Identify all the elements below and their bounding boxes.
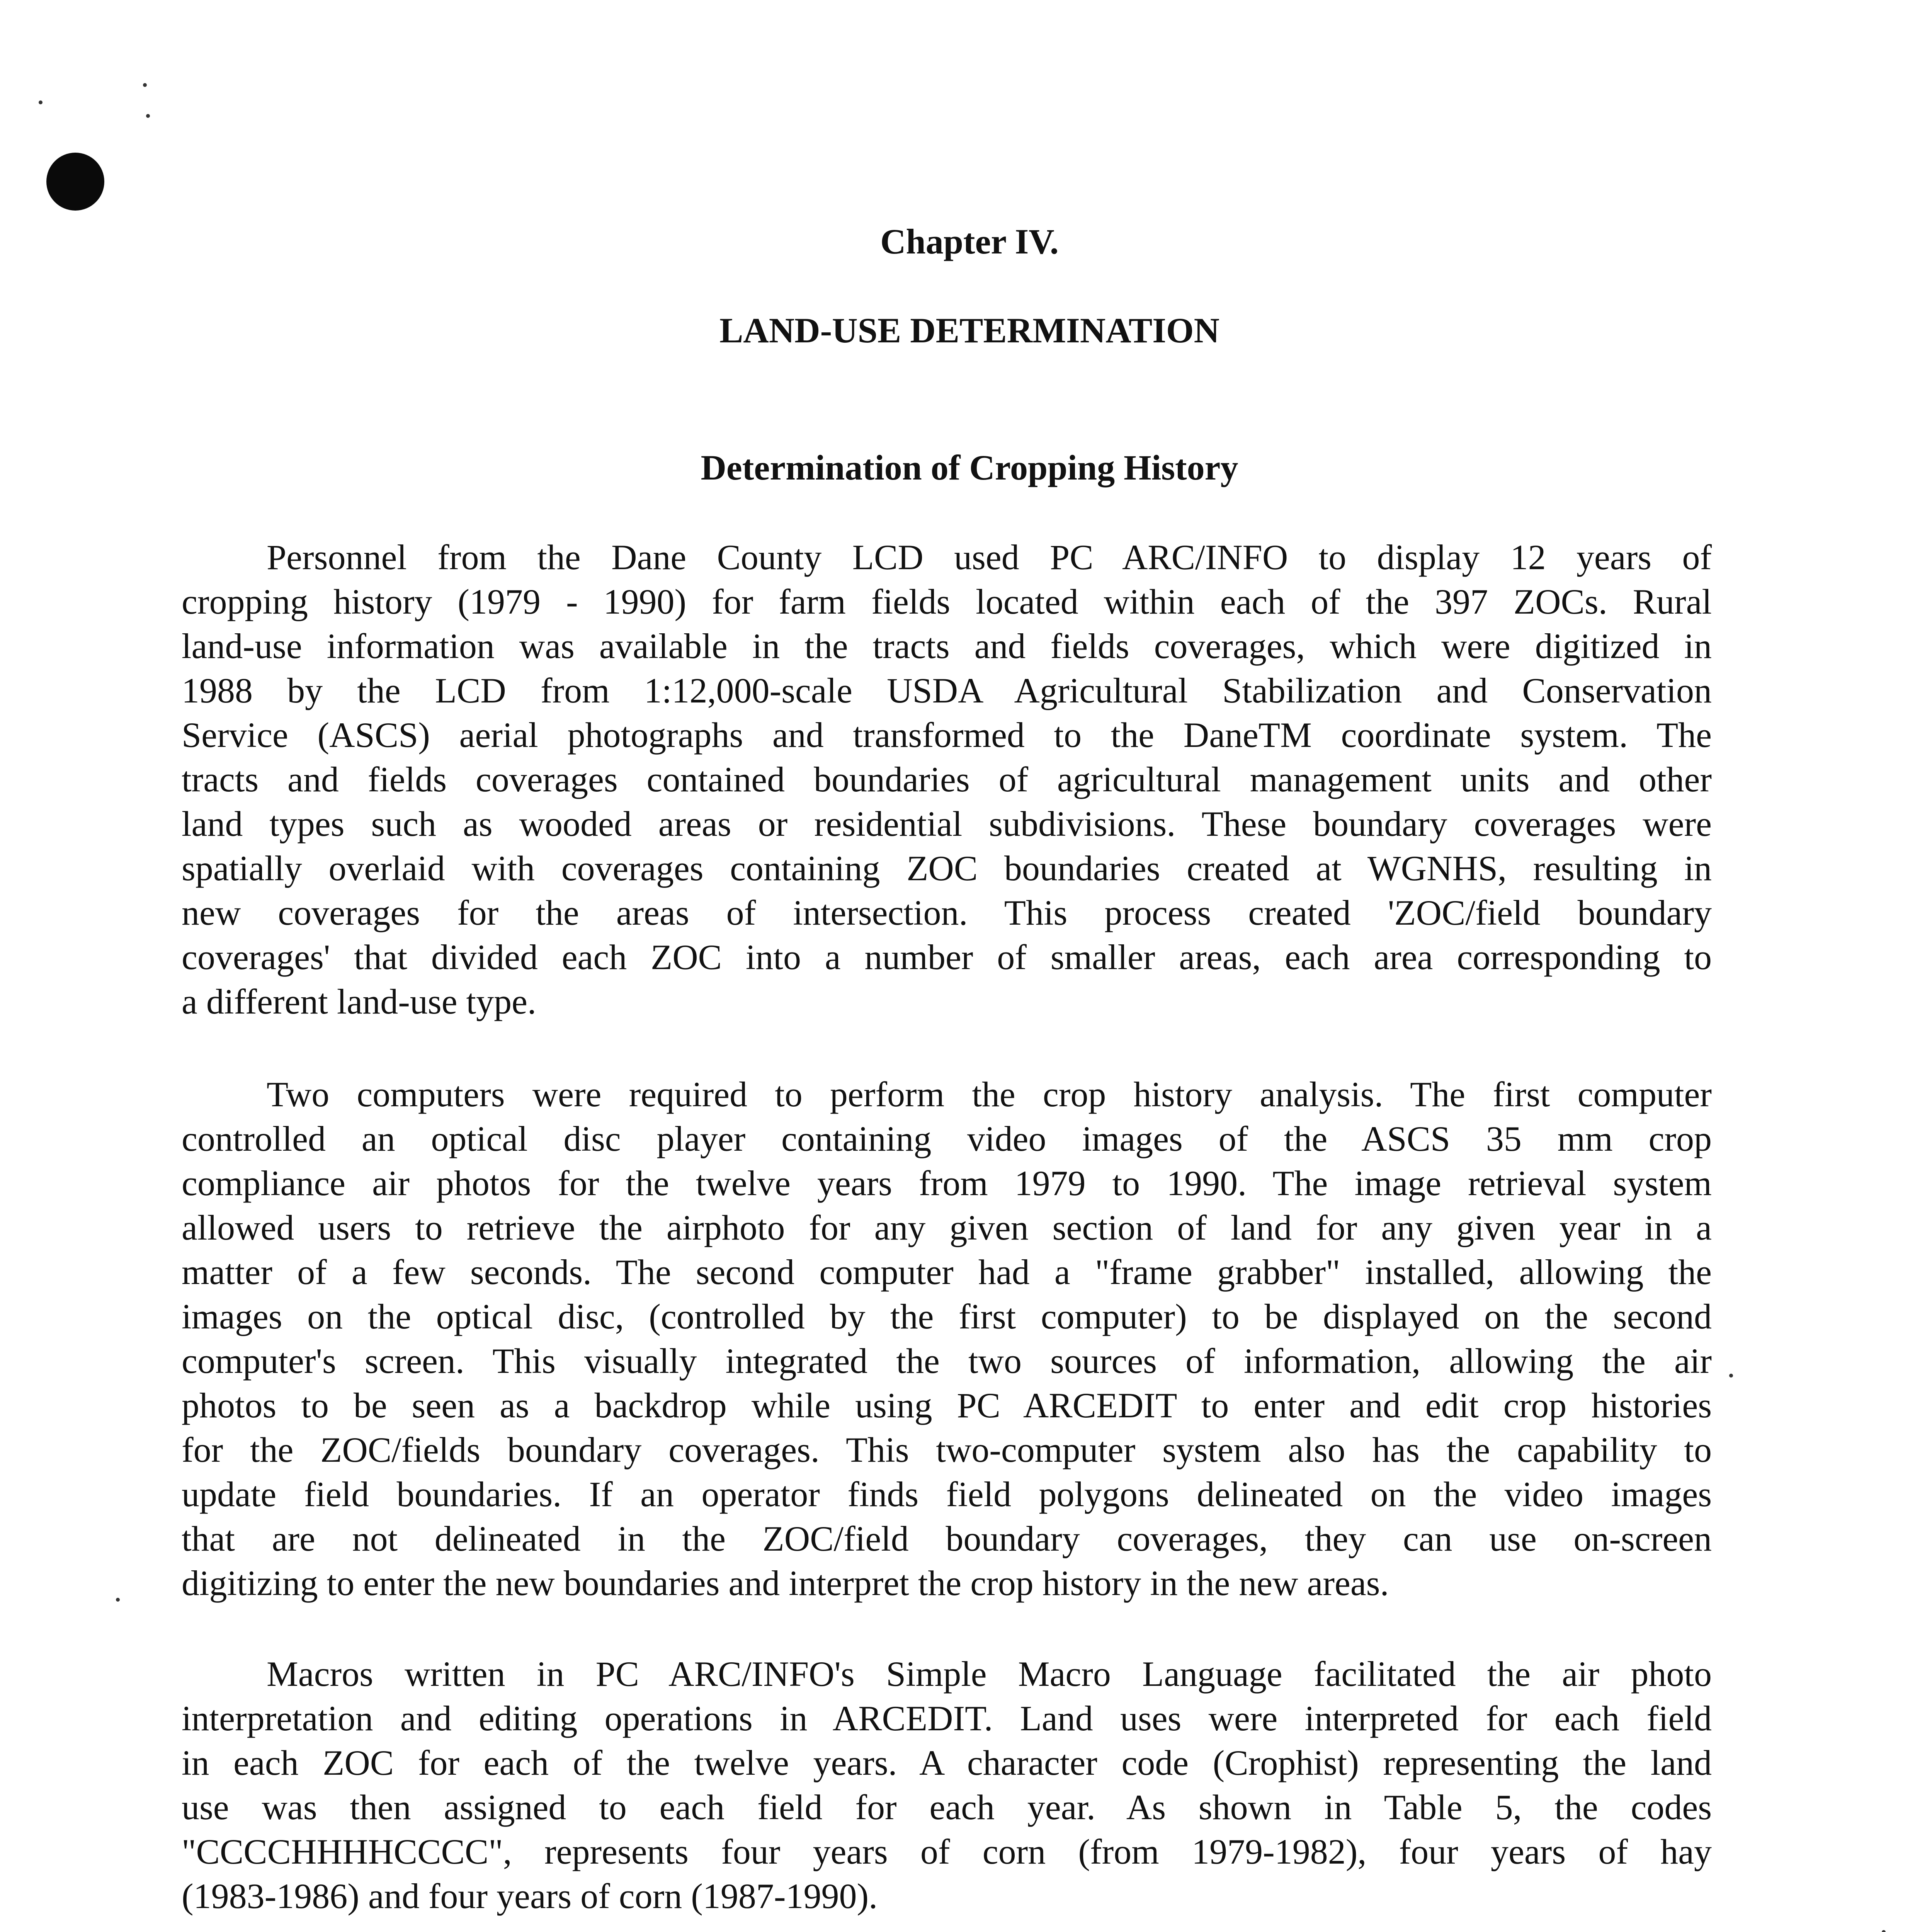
text-line: 1988 by the LCD from 1:12,000-scale USDA Agricultural Stabilization and Conservation	[182, 671, 1712, 710]
text-line: that are not delineated in the ZOC/field boundary coverages, they can use on-screen	[182, 1519, 1712, 1558]
text-line: Macros written in PC ARC/INFO's Simple Macro Language facilitated the air photo	[267, 1654, 1712, 1694]
scan-speck	[1882, 1930, 1886, 1932]
text-line: Two computers were required to perform the crop history analysis. The first computer	[267, 1075, 1712, 1114]
scan-speck	[39, 100, 43, 104]
paragraph-2	[182, 1072, 1712, 1605]
chapter-title: Chapter IV.	[880, 222, 1059, 261]
scan-speck	[143, 83, 147, 87]
text-line: allowed users to retrieve the airphoto for any given section of land for any given year in a	[182, 1208, 1712, 1247]
text-line: for the ZOC/fields boundary coverages. This two-computer system also has the capability to	[182, 1430, 1712, 1469]
text-line: spatially overlaid with coverages containing ZOC boundaries created at WGNHS, resulting in	[182, 849, 1712, 888]
text-line: a different land-use type.	[182, 982, 536, 1021]
section-heading-cropping-history: Determination of Cropping History	[701, 448, 1238, 487]
chapter-subtitle: LAND-USE DETERMINATION	[719, 311, 1220, 350]
paragraph-3	[182, 1652, 1712, 1918]
text-line: cropping history (1979 - 1990) for farm fields located within each of the 397 ZOCs. Rural	[182, 582, 1712, 621]
text-line: photos to be seen as a backdrop while using PC ARCEDIT to enter and edit crop histories	[182, 1386, 1712, 1425]
text-line: tracts and fields coverages contained boundaries of agricultural management units and other	[182, 760, 1712, 799]
scan-speck	[146, 114, 150, 118]
text-line: digitizing to enter the new boundaries and interpret the crop history in the new areas.	[182, 1563, 1389, 1603]
text-line: update field boundaries. If an operator finds field polygons delineated on the video images	[182, 1475, 1712, 1514]
scan-speck	[116, 1598, 120, 1602]
text-line: matter of a few seconds. The second computer had a "frame grabber" installed, allowing the	[182, 1252, 1712, 1292]
text-line: compliance air photos for the twelve years from 1979 to 1990. The image retrieval system	[182, 1163, 1712, 1203]
text-line: interpretation and editing operations in ARCEDIT. Land uses were interpreted for each field	[182, 1699, 1712, 1738]
text-line: Personnel from the Dane County LCD used PC ARC/INFO to display 12 years of	[267, 537, 1712, 577]
punch-hole-top	[46, 153, 104, 211]
text-line: use was then assigned to each field for each year. As shown in Table 5, the codes	[182, 1787, 1712, 1827]
text-line: (1983-1986) and four years of corn (1987-1990).	[182, 1876, 878, 1916]
text-line: land-use information was available in the tracts and fields coverages, which were digitized in	[182, 626, 1712, 666]
text-line: coverages' that divided each ZOC into a number of smaller areas, each area corresponding to	[182, 937, 1712, 977]
text-line: new coverages for the areas of intersection. This process created 'ZOC/field boundary	[182, 893, 1712, 932]
text-line: images on the optical disc, (controlled by the first computer) to be displayed on the second	[182, 1297, 1712, 1336]
text-line: "CCCCHHHHCCCC", represents four years of corn (from 1979-1982), four years of hay	[182, 1832, 1712, 1871]
paragraph-1	[182, 535, 1712, 1024]
scan-speck	[1729, 1374, 1733, 1378]
text-line: Service (ASCS) aerial photographs and transformed to the DaneTM coordinate system. The	[182, 715, 1712, 755]
text-line: land types such as wooded areas or residential subdivisions. These boundary coverages were	[182, 804, 1712, 844]
text-line: computer's screen. This visually integrated the two sources of information, allowing the air	[182, 1341, 1712, 1381]
text-line: in each ZOC for each of the twelve years. A character code (Crophist) representing the land	[182, 1743, 1712, 1782]
text-line: controlled an optical disc player containing video images of the ASCS 35 mm crop	[182, 1119, 1712, 1158]
